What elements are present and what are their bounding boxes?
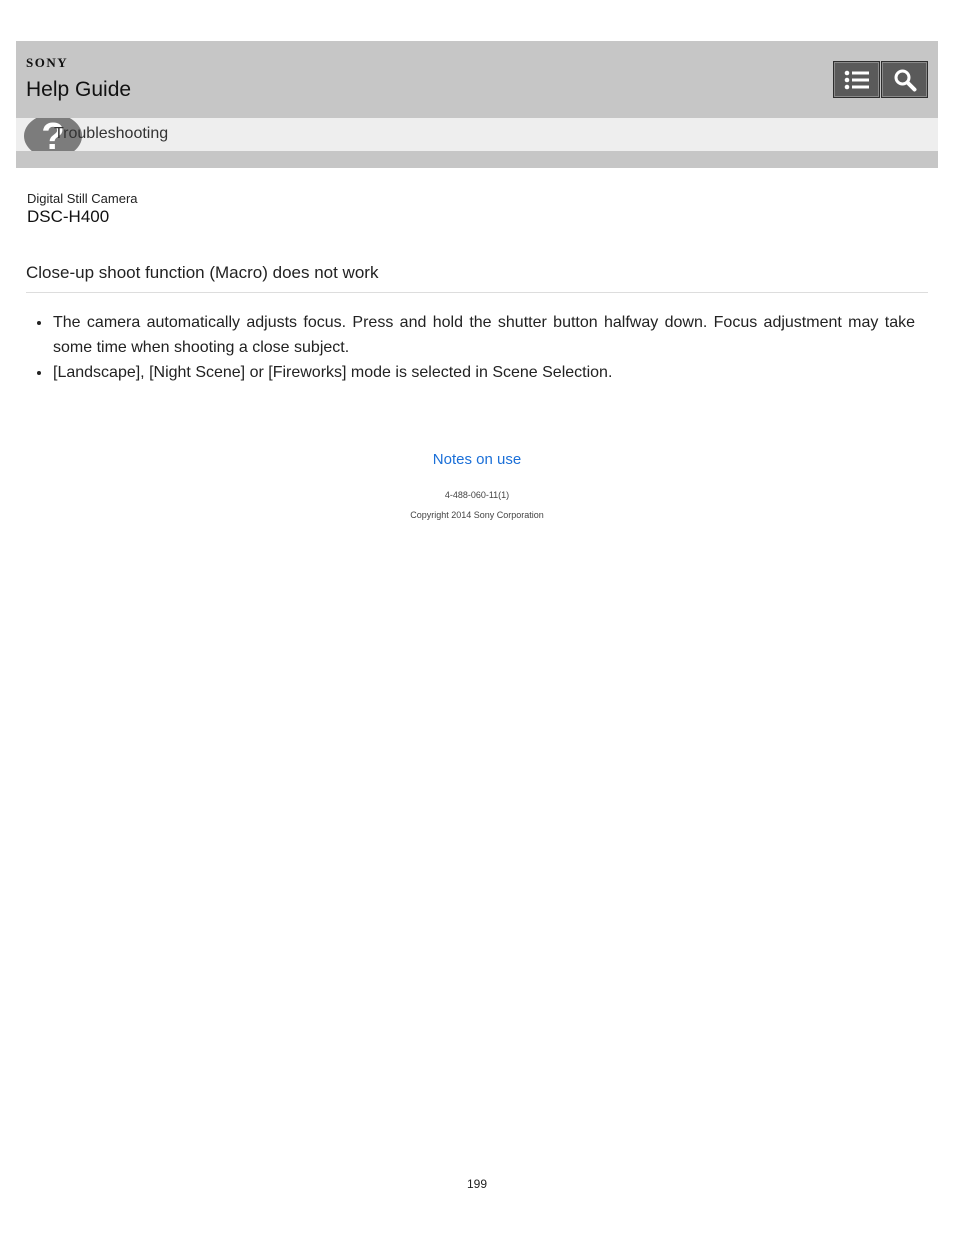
sony-logo[interactable]: SONY xyxy=(26,55,69,70)
search-icon xyxy=(893,68,917,92)
search-button[interactable] xyxy=(881,61,928,98)
product-model: DSC-H400 xyxy=(27,207,110,226)
page-title: Close-up shoot function (Macro) does not work xyxy=(26,263,379,282)
category-bar xyxy=(16,118,938,151)
title-divider xyxy=(26,292,928,293)
copyright-notice: Copyright 2014 Sony Corporation xyxy=(410,510,544,520)
notes-on-use-link[interactable]: Notes on use xyxy=(432,451,522,468)
site-header xyxy=(16,41,938,118)
bullet-list xyxy=(53,310,915,385)
help-guide-title[interactable]: Help Guide xyxy=(26,78,132,101)
list-icon xyxy=(844,69,870,91)
page-number: 199 xyxy=(466,1177,488,1191)
list-item: [Landscape], [Night Scene] or [Fireworks] mode is selected in Scene Selection. xyxy=(53,360,915,385)
category-label[interactable]: Troubleshooting xyxy=(54,125,169,142)
list-item: The camera automatically adjusts focus. Press and hold the shutter button halfway down. Focus adjustment may take some time when shooting a close subject. xyxy=(53,310,915,360)
document-number: 4-488-060-11(1) xyxy=(444,490,510,500)
question-mark-icon: ? xyxy=(24,118,82,151)
table-of-contents-button[interactable] xyxy=(833,61,880,98)
product-type: Digital Still Camera xyxy=(27,191,138,206)
header-bottom-band xyxy=(16,151,938,168)
